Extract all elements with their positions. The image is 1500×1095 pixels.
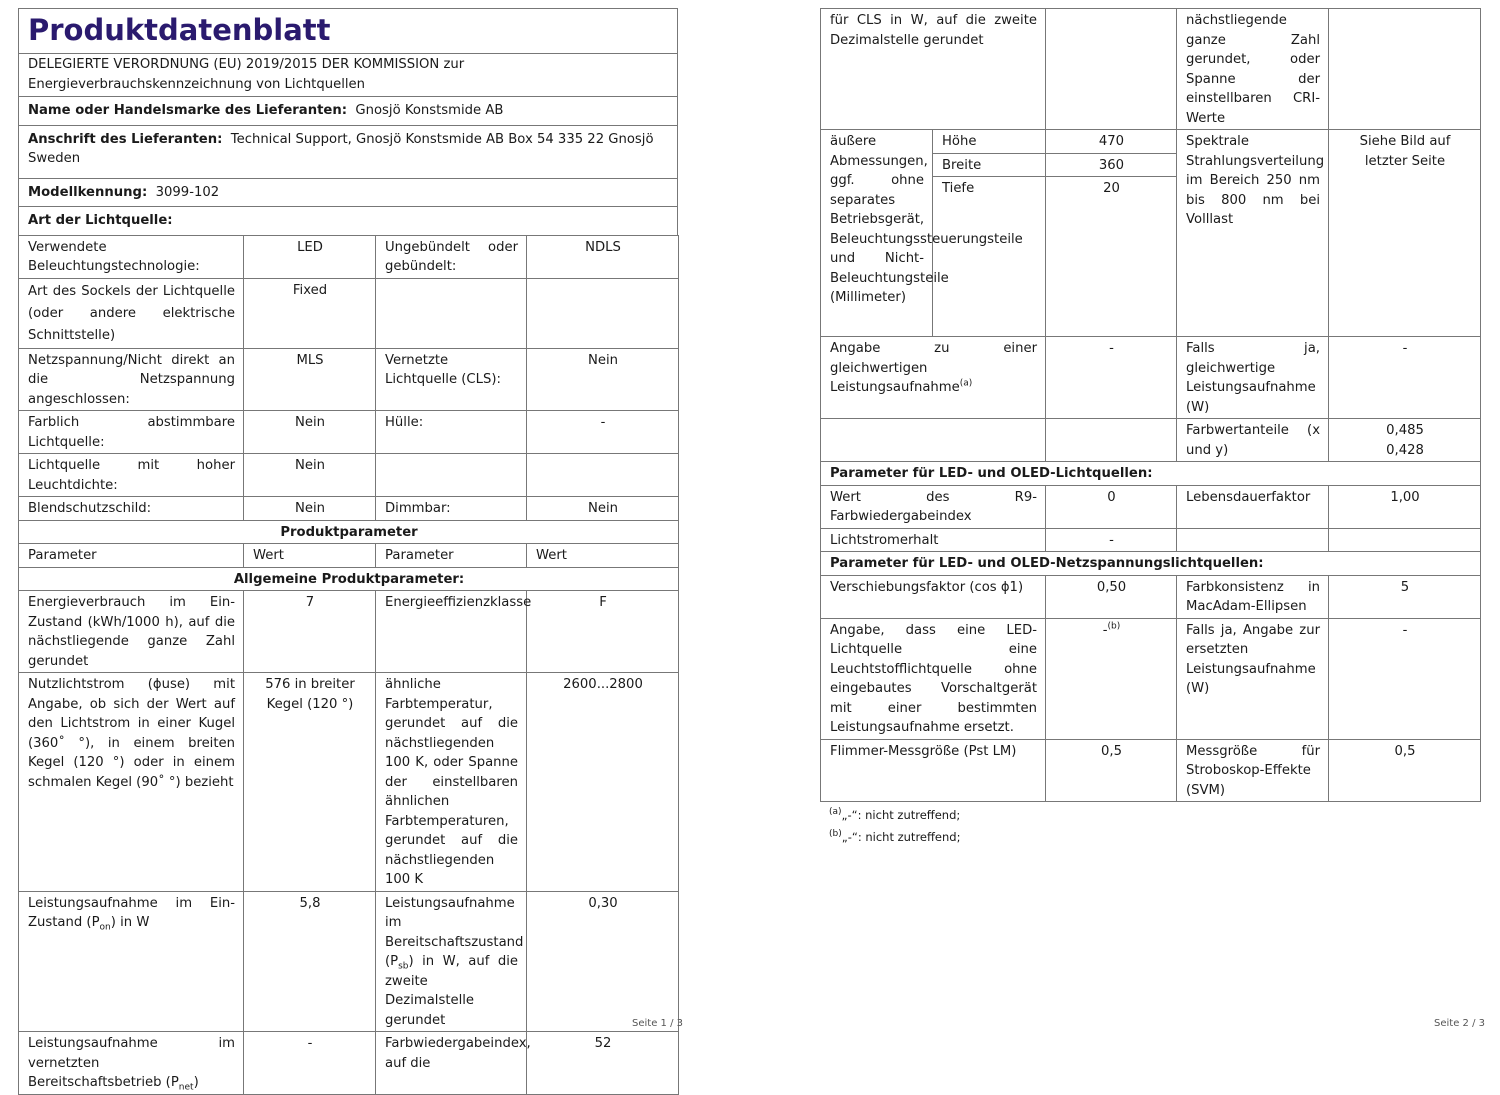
empty-cell xyxy=(527,278,679,348)
footnote-b: $^{(b)}$„-“: nicht zutreffend; xyxy=(829,829,961,844)
lifetime-factor-label: Lebensdauerfaktor xyxy=(1177,485,1329,528)
empty-cell xyxy=(527,454,679,497)
datasheet-page-1 xyxy=(18,8,678,1095)
stroboscopic-label: Messgröße für Stroboskop-Effekte (SVM) xyxy=(1177,739,1329,802)
equiv-power-label: Angabe zu einer gleichwertigen Leistungsaufnahme$^{(a)}$ xyxy=(821,337,1046,419)
led-params-header: Parameter für LED- und OLED-Lichtquellen: xyxy=(821,462,1481,486)
width-value: 360 xyxy=(1046,153,1177,177)
width-label: Breite xyxy=(933,153,1046,177)
header-table xyxy=(18,8,678,236)
pon-label: Leistungsaufnahme im Ein-Zustand $(P_{on})$ in W xyxy=(19,891,244,1032)
empty-cell xyxy=(376,454,527,497)
cls-label: Vernetzte Lichtquelle (CLS): xyxy=(376,348,527,411)
spectral-value: Siehe Bild auf letzter Seite xyxy=(1329,130,1481,337)
bundled-label: Ungebündelt oder gebündelt: xyxy=(376,235,527,278)
empty-cell xyxy=(1329,9,1481,130)
mains-value: MLS xyxy=(244,348,376,411)
color-tunable-value: Nein xyxy=(244,411,376,454)
tech-label: Verwendete Beleuchtungstechnologie: xyxy=(19,235,244,278)
replacement-value: -$^{(b)}$ xyxy=(1046,618,1177,739)
page-number-2: Seite 2 / 3 xyxy=(1434,1018,1485,1029)
regulation-line-1: DELEGIERTE VERORDNUNG (EU) 2019/2015 DER KOMMISSION zur xyxy=(28,57,465,72)
empty-cell xyxy=(1046,9,1177,130)
col-param-1: Parameter xyxy=(19,544,244,568)
cls-continuation-label: für CLS in W, auf die zweite Dezimalstelle gerundet xyxy=(821,9,1046,130)
empty-cell xyxy=(821,419,1046,462)
address-label: Anschrift des Lieferanten: xyxy=(28,131,223,147)
general-params-header: Allgemeine Produktparameter: xyxy=(19,567,679,591)
model-value: 3099-102 xyxy=(155,184,220,200)
lifetime-factor-value: 1,00 xyxy=(1329,485,1481,528)
r9-label: Wert des R9-Farbwiedergabeindex xyxy=(821,485,1046,528)
equiv-ifyes-value: - xyxy=(1329,337,1481,419)
pon-value: 5,8 xyxy=(244,891,376,1032)
pnet-value: - xyxy=(244,1032,376,1095)
dimensions-table xyxy=(820,8,1481,802)
glare-value: Nein xyxy=(244,497,376,521)
datasheet-page-2 xyxy=(820,8,1480,848)
dimmable-value: Nein xyxy=(527,497,679,521)
socket-label: Art des Sockels der Lichtquelle (oder andere elektrische Schnittstelle) xyxy=(19,278,244,348)
energy-class-value: F xyxy=(527,591,679,673)
address-value: Technical Support, Gnosjö Konstsmide AB Box 54 335 22 Gnosjö Sweden xyxy=(28,131,654,166)
flux-label: Nutzlichtstrom (ϕuse) mit Angabe, ob sich der Wert auf den Lichtstrom in einer Kugel (360˚ °), in einem breiten Kegel (120 °) oder in einem schmalen Kegel (90˚ °) bezieht xyxy=(19,673,244,892)
energy-value: 7 xyxy=(244,591,376,673)
equiv-ifyes-label: Falls ja, gleichwertige Leistungsaufnahme (W) xyxy=(1177,337,1329,419)
regulation-line-2: Energieverbrauchskennzeichnung von Lichtquellen xyxy=(28,76,365,92)
chromaticity-y: 0,428 xyxy=(1386,442,1424,458)
dimmable-label: Dimmbar: xyxy=(376,497,527,521)
displacement-factor-value: 0,50 xyxy=(1046,575,1177,618)
empty-cell xyxy=(1329,528,1481,552)
depth-label: Tiefe xyxy=(933,177,1046,337)
empty-cell xyxy=(1177,528,1329,552)
dimensions-label: äußere Abmessungen, ggf. ohne separates Betriebsgerät, Beleuchtungssteuerungsteile und Nicht-Beleuchtungsteile (Millimeter) xyxy=(821,130,933,337)
replacement-power-value: - xyxy=(1329,618,1481,739)
psb-label: Leistungsaufnahme im Bereitschaftszustand $(P_{sb})$ in W, auf die zweite Dezimalstelle gerundet xyxy=(376,891,527,1032)
lumen-maintenance-label: Lichtstromerhalt xyxy=(821,528,1046,552)
cri-value: 52 xyxy=(527,1032,679,1095)
depth-value: 20 xyxy=(1046,177,1177,337)
cri-continuation-label: nächstliegende ganze Zahl gerundet, oder Spanne der einstellbaren CRI-Werte xyxy=(1177,9,1329,130)
tech-value: LED xyxy=(244,235,376,278)
supplier-label: Name oder Handelsmarke des Lieferanten: xyxy=(28,103,347,118)
chromaticity-value xyxy=(1329,419,1481,462)
page-number-1: Seite 1 / 3 xyxy=(632,1018,683,1029)
socket-value: Fixed xyxy=(244,278,376,348)
supplier-value: Gnosjö Konstsmide AB xyxy=(355,103,504,118)
mains-params-header: Parameter für LED- und OLED-Netzspannungslichtquellen: xyxy=(821,552,1481,576)
high-luminance-label: Lichtquelle mit hoher Leuchtdichte: xyxy=(19,454,244,497)
height-label: Höhe xyxy=(933,130,1046,154)
pnet-label: Leistungsaufnahme im vernetzten Bereitschaftsbetrieb $(P_{net})$ xyxy=(19,1032,244,1095)
empty-cell xyxy=(376,278,527,348)
cls-value: Nein xyxy=(527,348,679,411)
color-consistency-label: Farbkonsistenz in MacAdam-Ellipsen xyxy=(1177,575,1329,618)
envelope-value: - xyxy=(527,411,679,454)
flicker-label: Flimmer-Messgröße (Pst LM) xyxy=(821,739,1046,802)
color-tunable-label: Farblich abstimmbare Lichtquelle: xyxy=(19,411,244,454)
cct-label: ähnliche Farbtemperatur, gerundet auf die nächstliegenden 100 K, oder Spanne der einstellbaren ähnlichen Farbtemperaturen, gerundet auf die nächstliegenden 100 K xyxy=(376,673,527,892)
energy-label: Energieverbrauch im Ein-Zustand (kWh/1000 h), auf die nächstliegende ganze Zahl gerundet xyxy=(19,591,244,673)
page-title: Produktdatenblatt xyxy=(19,9,678,54)
color-consistency-value: 5 xyxy=(1329,575,1481,618)
empty-cell xyxy=(1046,419,1177,462)
bundled-value: NDLS xyxy=(527,235,679,278)
flicker-value: 0,5 xyxy=(1046,739,1177,802)
psb-value: 0,30 xyxy=(527,891,679,1032)
light-source-type-label: Art der Lichtquelle: xyxy=(19,207,678,236)
col-value-1: Wert xyxy=(244,544,376,568)
cri-label: Farbwiedergabeindex, auf die xyxy=(376,1032,527,1095)
high-luminance-value: Nein xyxy=(244,454,376,497)
light-source-table xyxy=(18,235,679,1095)
col-value-2: Wert xyxy=(527,544,679,568)
mains-label: Netzspannung/Nicht direkt an die Netzspannung angeschlossen: xyxy=(19,348,244,411)
chromaticity-x: 0,485 xyxy=(1386,423,1424,438)
replacement-power-label: Falls ja, Angabe zur ersetzten Leistungsaufnahme (W) xyxy=(1177,618,1329,739)
flux-value: 576 in breiter Kegel (120 °) xyxy=(244,673,376,892)
stroboscopic-value: 0,5 xyxy=(1329,739,1481,802)
energy-class-label: Energieeffizienzklasse xyxy=(376,591,527,673)
cct-value: 2600...2800 xyxy=(527,673,679,892)
footnote-a: $^{(a)}$„-“: nicht zutreffend; xyxy=(829,807,961,822)
model-label: Modellkennung: xyxy=(28,184,148,200)
replacement-label: Angabe, dass eine LED-Lichtquelle eine Leuchtstofflichtquelle ohne eingebautes Vorschaltgerät mit einer bestimmten Leistungsaufnahme ersetzt. xyxy=(821,618,1046,739)
equiv-power-value: - xyxy=(1046,337,1177,419)
height-value: 470 xyxy=(1046,130,1177,154)
product-params-header: Produktparameter xyxy=(19,520,679,544)
glare-label: Blendschutzschild: xyxy=(19,497,244,521)
r9-value: 0 xyxy=(1046,485,1177,528)
chromaticity-label: Farbwertanteile (x und y) xyxy=(1177,419,1329,462)
lumen-maintenance-value: - xyxy=(1046,528,1177,552)
col-param-2: Parameter xyxy=(376,544,527,568)
envelope-label: Hülle: xyxy=(376,411,527,454)
spectral-label: Spektrale Strahlungsverteilung im Bereich 250 nm bis 800 nm bei Volllast xyxy=(1177,130,1329,337)
displacement-factor-label: Verschiebungsfaktor (cos ϕ1) xyxy=(821,575,1046,618)
